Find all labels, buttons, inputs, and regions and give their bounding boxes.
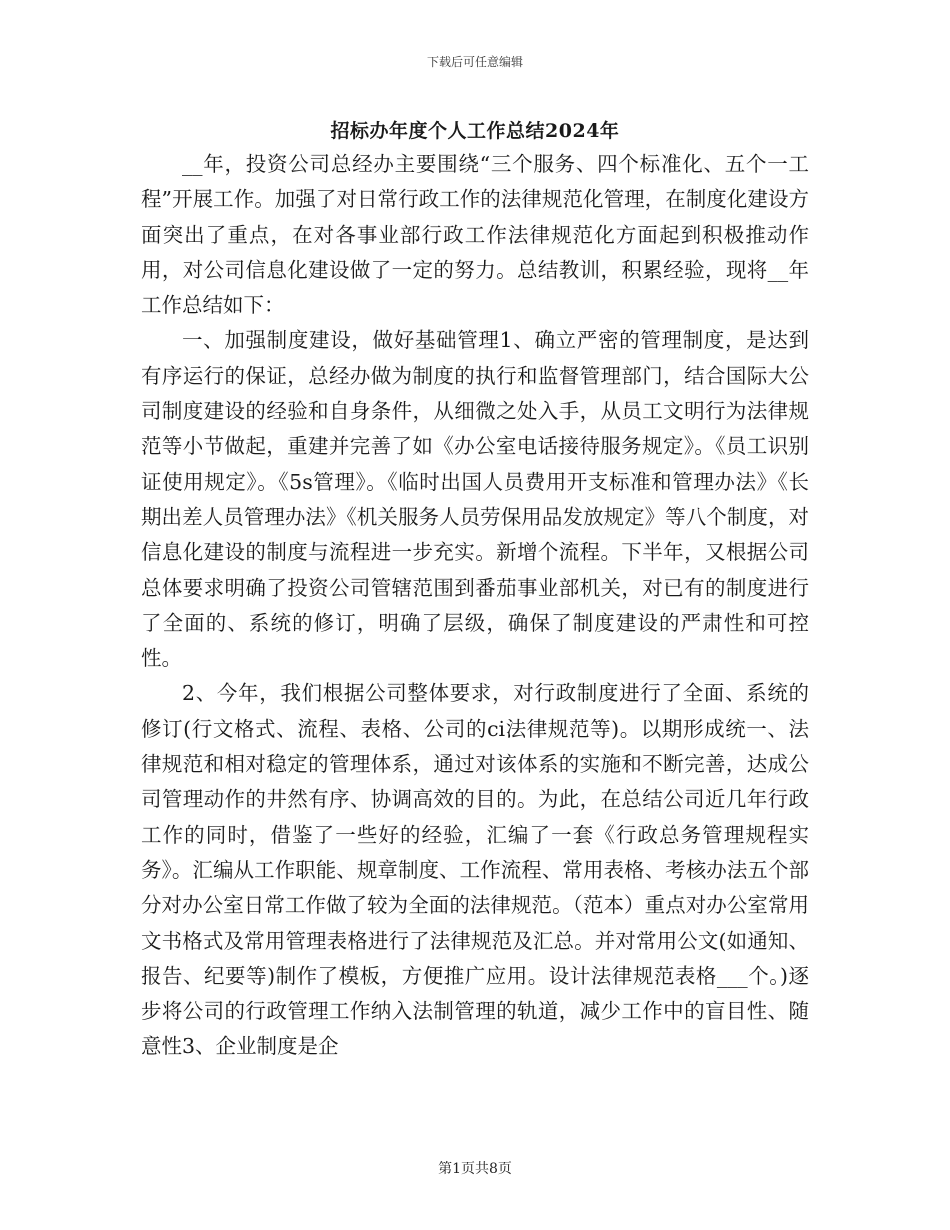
page-header-note: 下载后可任意编辑 (426, 55, 523, 69)
page-number: 第1页共8页 (438, 1161, 512, 1177)
document-body (141, 147, 809, 1065)
paragraph-section-one: 一、加强制度建设，做好基础管理1、确立严密的管理制度，是达到有序运行的保证，总经办做为制度的执行和监督管理部门，结合国际大公司制度建设的经验和自身条件，从细微之处入手，从员工文明行为法律规范等小节做起，重建并完善了如《办公室电话接待服务规定》。《员工识别证使用规定》。《5s管理》。《临时出国人员费用开支标准和管理办法》《长期出差人员管理办法》《机关服务人员劳保用品发放规定》等八个制度，对信息化建设的制度与流程进一步充实。新增个流程。下半年，又根据公司总体要求明确了投资公司管辖范围到番茄事业部机关，对已有的制度进行了全面的、系统的修订，明确了层级，确保了制度建设的严肃性和可控性。 (141, 328, 809, 671)
paragraph-section-two: 2、今年，我们根据公司整体要求，对行政制度进行了全面、系统的修订(行文格式、流程、表格、公司的ci法律规范等)。以期形成统一、法律规范和相对稳定的管理体系，通过对该体系的实施和不断完善，达成公司管理动作的井然有序、协调高效的目的。为此，在总结公司近几年行政工作的同时，借鉴了一些好的经验，汇编了一套《行政总务管理规程实务》。汇编从工作职能、规章制度、工作流程、常用表格、考核办法五个部分对办公室日常工作做了较为全面的法律规范。（范本）重点对办公室常用文书格式及常用管理表格进行了法律规范及汇总。并对常用公文(如通知、报告、纪要等)制作了模板，方便推广应用。设计法律规范表格___个。)逐步将公司的行政管理工作纳入法制管理的轨道，减少工作中的盲目性、随意性3、企业制度是企 (141, 681, 809, 1059)
document-title: 招标办年度个人工作总结2024年 (330, 120, 620, 142)
paragraph-intro: __年，投资公司总经办主要围绕“三个服务、四个标准化、五个一工程”开展工作。加强了对日常行政工作的法律规范化管理，在制度化建设方面突出了重点，在对各事业部行政工作法律规范化方面起到积极推动作用，对公司信息化建设做了一定的努力。总结教训，积累经验，现将__年工作总结如下： (141, 152, 809, 318)
